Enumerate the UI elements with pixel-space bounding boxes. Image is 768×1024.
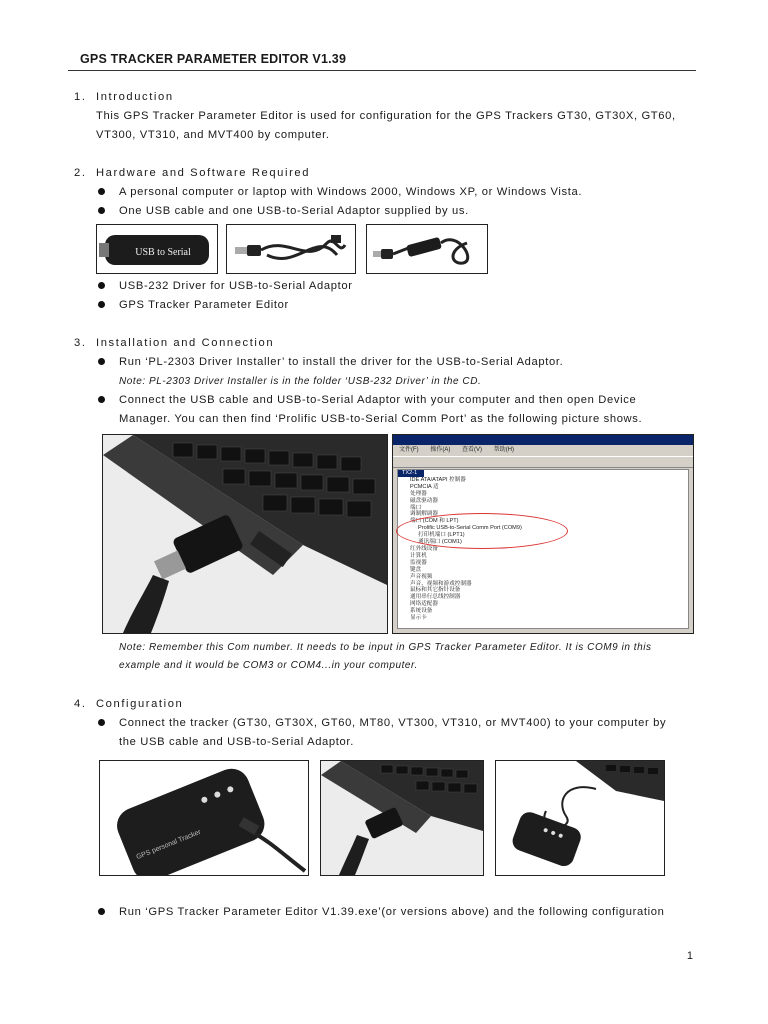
hw-item-2: One USB cable and one USB-to-Serial Adaptor supplied by us. bbox=[119, 205, 469, 217]
device-tree-root: TX2-1 bbox=[398, 470, 424, 477]
adaptor-label: USB to Serial bbox=[135, 247, 191, 258]
section-1-number: 1. bbox=[74, 91, 87, 103]
device-manager-toolbar bbox=[393, 456, 693, 468]
intro-line-1: This GPS Tracker Parameter Editor is used for configuration for the GPS Trackers GT30, GT30X, GT60, bbox=[96, 110, 676, 122]
device-tree-item: PCMCIA 适 bbox=[410, 483, 439, 490]
bullet-icon bbox=[98, 719, 105, 726]
menu-view: 查看(V) bbox=[462, 447, 483, 453]
device-tree-item: 端口 (COM 和 LPT) bbox=[410, 518, 459, 525]
device-manager-titlebar bbox=[393, 435, 693, 445]
hw-item-1: A personal computer or laptop with Windows 2000, Windows XP, or Windows Vista. bbox=[119, 186, 583, 198]
device-tree-item: 系统设备 bbox=[410, 608, 433, 615]
section-4-number: 4. bbox=[74, 698, 87, 710]
bullet-icon bbox=[98, 188, 105, 195]
bullet-icon bbox=[98, 358, 105, 365]
install-step-2-line-1: Connect the USB cable and USB-to-Serial Adaptor with your computer and then open Device bbox=[119, 394, 637, 406]
bullet-icon bbox=[98, 908, 105, 915]
header-rule bbox=[68, 70, 696, 71]
device-tree-item: 网络适配器 bbox=[410, 601, 438, 608]
menu-help: 帮助(H) bbox=[493, 447, 515, 453]
config-step-1-line-1: Connect the tracker (GT30, GT30X, GT60, MT80, VT300, VT310, or MVT400) to your computer by bbox=[119, 717, 667, 729]
device-manager-window bbox=[392, 434, 694, 634]
device-tree-item: 处理器 bbox=[410, 490, 427, 497]
config-step-1-line-2: the USB cable and USB-to-Serial Adaptor. bbox=[119, 736, 354, 748]
device-tree-item: 磁盘驱动器 bbox=[410, 497, 438, 504]
device-tree-item: IDE ATA/ATAPI 控制器 bbox=[410, 476, 466, 483]
tracker-device-label: GPS personal Tracker bbox=[135, 828, 202, 862]
section-3-title: Installation and Connection bbox=[96, 337, 275, 349]
device-tree-item: 计算机 bbox=[410, 552, 427, 559]
usb-serial-adaptor-photo bbox=[96, 224, 218, 274]
device-tree-item: 红外线设备 bbox=[410, 545, 438, 552]
device-tree-item: 端口 bbox=[410, 504, 422, 511]
device-tree-item: 声音视频 bbox=[410, 573, 433, 580]
tracker-device-photo bbox=[99, 760, 309, 876]
section-4-title: Configuration bbox=[96, 698, 184, 710]
menu-action: 操作(A) bbox=[430, 447, 451, 453]
intro-line-2: VT300, VT310, and MVT400 by computer. bbox=[96, 129, 330, 141]
tracker-laptop-photo bbox=[495, 760, 665, 876]
menu-file: 文件(F) bbox=[399, 447, 419, 453]
laptop-adaptor-photo bbox=[102, 434, 388, 634]
install-note-1: Note: PL-2303 Driver Installer is in the folder ‘USB-232 Driver’ in the CD. bbox=[119, 376, 482, 387]
device-tree-item: 通用串行总线控制器 bbox=[410, 594, 461, 601]
device-tree bbox=[397, 469, 689, 629]
hw-item-4: GPS Tracker Parameter Editor bbox=[119, 299, 289, 311]
section-2-title: Hardware and Software Required bbox=[96, 167, 311, 179]
section-2-number: 2. bbox=[74, 167, 87, 179]
bullet-icon bbox=[98, 301, 105, 308]
device-tree-item: 键盘 bbox=[410, 566, 422, 573]
page-title: GPS TRACKER PARAMETER EDITOR V1.39 bbox=[80, 52, 347, 66]
bullet-icon bbox=[98, 282, 105, 289]
device-tree-item: 调制解调器 bbox=[410, 511, 438, 518]
device-tree-item: 声音、视频和游戏控制器 bbox=[410, 580, 472, 587]
bullet-icon bbox=[98, 207, 105, 214]
install-step-2-line-2: Manager. You can then find ‘Prolific USB-to-Serial Comm Port’ as the following picture shows. bbox=[119, 413, 643, 425]
hw-item-3: USB-232 Driver for USB-to-Serial Adaptor bbox=[119, 280, 353, 292]
device-tree-item: 通讯端口 (COM1) bbox=[418, 539, 462, 546]
device-tree-item: 显示卡 bbox=[410, 615, 427, 622]
serial-cable-photo bbox=[366, 224, 488, 274]
laptop-connection-photo bbox=[320, 760, 484, 876]
section-3-number: 3. bbox=[74, 337, 87, 349]
device-tree-prolific-port: Prolific USB-to-Serial Comm Port (COM9) bbox=[418, 525, 522, 532]
com-note-line-1: Note: Remember this Com number. It needs to be input in GPS Tracker Parameter Editor. It is COM9 in this bbox=[119, 642, 652, 653]
device-manager-menubar bbox=[393, 445, 693, 456]
device-tree-item: 鼠标和其它指针设备 bbox=[410, 587, 461, 594]
section-1-title: Introduction bbox=[96, 91, 174, 103]
config-step-2: Run ‘GPS Tracker Parameter Editor V1.39.exe’(or versions above) and the following configuration bbox=[119, 906, 665, 918]
com-note-line-2: example and it would be COM3 or COM4...in your computer. bbox=[119, 660, 418, 671]
bullet-icon bbox=[98, 396, 105, 403]
device-tree-item: 打印机端口 (LPT1) bbox=[418, 532, 465, 539]
page-number: 1 bbox=[686, 950, 693, 962]
usb-cable-photo bbox=[226, 224, 356, 274]
install-step-1: Run ‘PL-2303 Driver Installer’ to install the driver for the USB-to-Serial Adaptor. bbox=[119, 356, 564, 368]
device-tree-item: 监视器 bbox=[410, 559, 427, 566]
highlight-ellipse bbox=[396, 513, 568, 549]
